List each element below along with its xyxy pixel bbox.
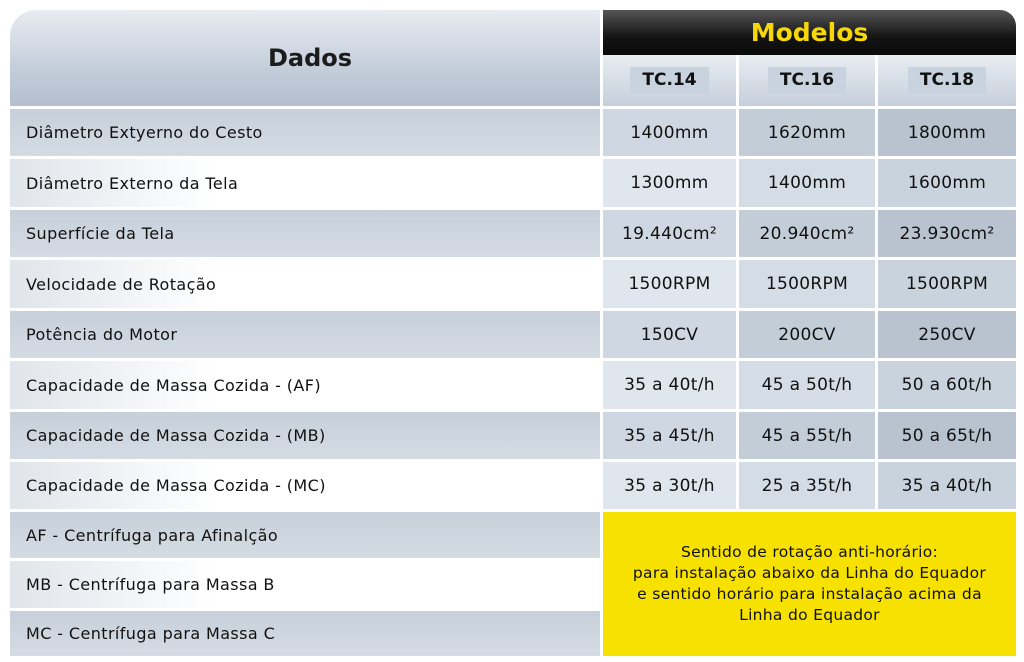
model-header-tc14 bbox=[603, 55, 736, 106]
table-cell: 19.440cm² bbox=[603, 210, 736, 257]
table-cell: 1620mm bbox=[739, 109, 875, 156]
note-line: para instalação abaixo da Linha do Equador bbox=[632, 564, 987, 582]
model-header-tc16 bbox=[739, 55, 875, 106]
model-name: TC.14 bbox=[630, 67, 708, 94]
rotation-note bbox=[603, 512, 1016, 656]
specifications-table bbox=[10, 10, 1016, 656]
table-cell: 1400mm bbox=[603, 109, 736, 156]
note-line: Sentido de rotação anti-horário: bbox=[680, 543, 939, 561]
table-cell: 200CV bbox=[739, 311, 875, 358]
row-label: Potência do Motor bbox=[10, 311, 600, 358]
note-line: e sentido horário para instalação acima da bbox=[637, 585, 982, 603]
table-cell: 1500RPM bbox=[739, 260, 875, 308]
row-label: Diâmetro Extyerno do Cesto bbox=[10, 109, 600, 156]
dados-header-label: Dados bbox=[267, 44, 353, 72]
row-label: Capacidade de Massa Cozida - (MC) bbox=[10, 462, 600, 509]
table-cell: 1500RPM bbox=[603, 260, 736, 308]
legend-af: AF - Centrífuga para Afinalção bbox=[10, 512, 600, 558]
legend-mb: MB - Centrífuga para Massa B bbox=[10, 561, 600, 608]
row-label: Superfície da Tela bbox=[10, 210, 600, 257]
model-name: TC.16 bbox=[768, 67, 846, 94]
table-cell: 45 a 50t/h bbox=[739, 361, 875, 409]
table-cell: 1600mm bbox=[878, 159, 1016, 207]
table-cell: 23.930cm² bbox=[878, 210, 1016, 257]
table-cell: 45 a 55t/h bbox=[739, 412, 875, 459]
table-cell: 150CV bbox=[603, 311, 736, 358]
row-label: Velocidade de Rotação bbox=[10, 260, 600, 308]
note-line: Linha do Equador bbox=[739, 606, 880, 624]
table-cell: 250CV bbox=[878, 311, 1016, 358]
table-cell: 20.940cm² bbox=[739, 210, 875, 257]
table-cell: 35 a 40t/h bbox=[878, 462, 1016, 509]
row-label: Capacidade de Massa Cozida - (MB) bbox=[10, 412, 600, 459]
model-header-tc18 bbox=[878, 55, 1016, 106]
table-cell: 1500RPM bbox=[878, 260, 1016, 308]
model-name: TC.18 bbox=[908, 67, 986, 94]
table-cell: 1400mm bbox=[739, 159, 875, 207]
table-cell: 1300mm bbox=[603, 159, 736, 207]
table-cell: 25 a 35t/h bbox=[739, 462, 875, 509]
dados-header bbox=[10, 10, 600, 106]
table-cell: 35 a 30t/h bbox=[603, 462, 736, 509]
table-cell: 35 a 40t/h bbox=[603, 361, 736, 409]
table-cell: 50 a 65t/h bbox=[878, 412, 1016, 459]
modelos-header bbox=[603, 10, 1016, 55]
legend-mc: MC - Centrífuga para Massa C bbox=[10, 611, 600, 656]
row-label: Diâmetro Externo da Tela bbox=[10, 159, 600, 207]
table-cell: 1800mm bbox=[878, 109, 1016, 156]
row-label: Capacidade de Massa Cozida - (AF) bbox=[10, 361, 600, 409]
modelos-header-label: Modelos bbox=[750, 18, 869, 47]
table-cell: 50 a 60t/h bbox=[878, 361, 1016, 409]
table-cell: 35 a 45t/h bbox=[603, 412, 736, 459]
